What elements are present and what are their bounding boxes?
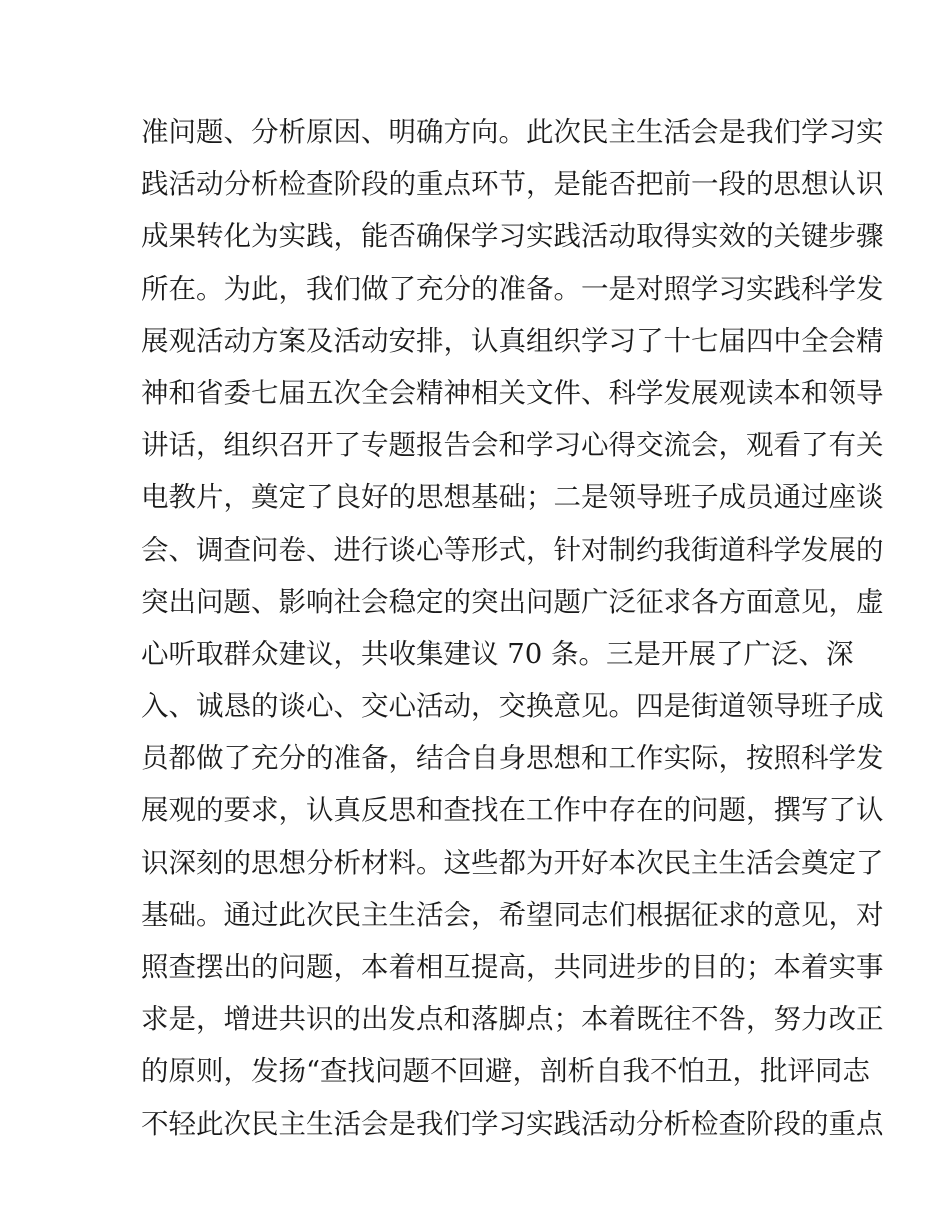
text-line: 践活动分析检查阶段的重点环节，是能否把前一段的思想认识 bbox=[141, 168, 884, 201]
text-line: 入、诚恳的谈心、交心活动，交换意见。四是街道领导班子成 bbox=[141, 690, 884, 723]
text-line: 突出问题、影响社会稳定的突出问题广泛征求各方面意见，虚 bbox=[141, 585, 884, 618]
text-line: 员都做了充分的准备，结合自身思想和工作实际，按照科学发 bbox=[141, 742, 884, 775]
text-line: 照查摆出的问题，本着相互提高，共同进步的目的；本着实事 bbox=[141, 951, 884, 983]
text-line: 求是，增进共识的出发点和落脚点；本着既往不咎，努力改正 bbox=[141, 1003, 884, 1036]
text-line: 心听取群众建议，共收集建议 70 条。三是开展了广泛、深 bbox=[141, 637, 854, 670]
text-line: 讲话，组织召开了专题报告会和学习心得交流会，观看了有关 bbox=[141, 429, 884, 462]
text-line: 基础。通过此次民主生活会，希望同志们根据征求的意见，对 bbox=[141, 898, 884, 931]
text-line: 神和省委七届五次全会精神相关文件、科学发展观读本和领导 bbox=[141, 376, 884, 409]
text-line: 电教片，奠定了良好的思想基础；二是领导班子成员通过座谈 bbox=[141, 481, 884, 514]
text-line: 的原则，发扬“查找问题不回避，剖析自我不怕丑，批评同志 bbox=[141, 1055, 871, 1088]
text-line: 不轻此次民主生活会是我们学习实践活动分析检查阶段的重点 bbox=[141, 1107, 884, 1140]
text-line: 展观活动方案及活动安排，认真组织学习了十七届四中全会精 bbox=[141, 324, 884, 357]
text-line: 会、调查问卷、进行谈心等形式，针对制约我街道科学发展的 bbox=[141, 533, 884, 566]
body-text bbox=[141, 106, 884, 1150]
text-line: 准问题、分析原因、明确方向。此次民主生活会是我们学习实 bbox=[141, 116, 884, 148]
text-line: 展观的要求，认真反思和查找在工作中存在的问题，撰写了认 bbox=[141, 794, 884, 827]
text-line: 所在。为此，我们做了充分的准备。一是对照学习实践科学发 bbox=[141, 272, 884, 305]
text-line: 成果转化为实践，能否确保学习实践活动取得实效的关键步骤 bbox=[141, 220, 884, 253]
text-line: 识深刻的思想分析材料。这些都为开好本次民主生活会奠定了 bbox=[141, 846, 884, 879]
